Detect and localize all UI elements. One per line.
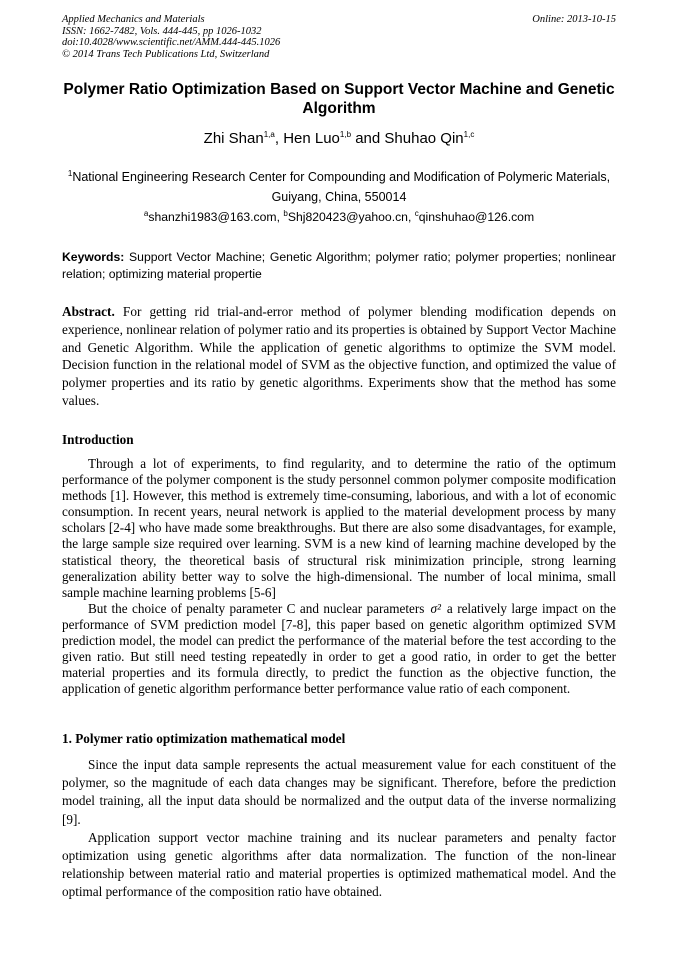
keywords-text: Support Vector Machine; Genetic Algorithm; polymer ratio; polymer properties; nonlinear relation; optimizing material propertie xyxy=(62,250,616,281)
paragraph-text: But the choice of penalty parameter C and nuclear parameters xyxy=(88,600,425,616)
paragraph: Application support vector machine training and its nuclear parameters and penalty factor optimization using genetic algorithms after data normalization. The function of the non-linear relationship between material ratio and material properties is optimized mathematical model. And the optimal performance of the composition ratio have obtained. xyxy=(62,829,616,900)
author-affil-mark: 1,c xyxy=(463,130,475,139)
email-link[interactable]: qinshuhao@126.com xyxy=(418,210,535,224)
issn-line: ISSN: 1662-7482, Vols. 444-445, pp 1026-1032 xyxy=(62,25,262,37)
paragraph: Since the input data sample represents the actual measurement value for each constituent of the polymer, so the magnitude of each data changes may be significant. Therefore, before the prediction model training, all the input data should be normalized and the output data of the inverse normalizing [9]. xyxy=(62,757,616,827)
journal-header xyxy=(62,14,616,60)
affiliation xyxy=(62,167,616,207)
email-mark: a xyxy=(143,208,149,218)
introduction-heading: Introduction xyxy=(62,432,134,447)
author-separator: , xyxy=(274,130,284,147)
abstract-text: For getting rid trial-and-error method of polymer blending modification depends on experience, nonlinear relation of polymer ratio and its properties is obtained by Support Vector Machine and Genetic Algorithm. While the application of genetic algorithms to optimize the SVM model. Decision function in the relational model of SVM as the objective function, and optimized the value of polymer properties and its ratio by genetic algorithms. Experiments show that the method has some values. xyxy=(62,304,616,408)
abstract-label: Abstract. xyxy=(62,304,115,319)
author-affil-mark: 1,a xyxy=(263,130,275,139)
author-name: Hen Luo xyxy=(283,130,340,147)
introduction-body xyxy=(62,456,616,697)
paper-title: Polymer Ratio Optimization Based on Support Vector Machine and Genetic Algorithm xyxy=(63,81,615,117)
email-mark: b xyxy=(283,208,288,218)
sigma-symbol: σ² xyxy=(430,600,441,616)
paragraph xyxy=(62,601,616,698)
keywords xyxy=(62,249,616,283)
paragraph-text: a relatively large impact on the performance of SVM prediction model [7-8], this paper based on genetic algorithm optimized SVM prediction model, the model can predict the performance of the material before the test according to the given ratio. But still need testing repeatedly in order to get a good ratio, in order to get the better material properties and its formula directly, to predict the function as the objective function, the application of genetic algorithm performance better performance value ratio of each component. xyxy=(62,600,616,697)
email-mark: c xyxy=(414,208,419,218)
author-separator: and xyxy=(351,130,385,147)
author-list xyxy=(62,130,616,147)
paragraph: Through a lot of experiments, to find regularity, and to determine the ratio of the optimum performance of the polymer component is the study personnel common polymer composite modification methods [1]. However, this method is extremely time-consuming, laborious, and with a lot of economic consumption. In recent years, neural network is applied to the material development process by many scholars [2-4] who have made some breakthroughs. But there are also some disadvantages, for example, the large sample size required over learning. SVM is a new kind of learning machine developed by the statistical theory, the theoretical basis of structural risk minimization principle, strong learning generalization ability better way to solve the high-dimensional. The number of local minima, small sample machine learning problems [5-6] xyxy=(62,456,616,600)
keywords-label: Keywords: xyxy=(62,250,125,264)
author-name: Shuhao Qin xyxy=(384,130,464,147)
copyright-line: © 2014 Trans Tech Publications Ltd, Switzerland xyxy=(62,48,270,60)
email-list: $^a$shanzhi1983@163.com, $^b$Shj820423@yahoo.cn, $^c$qinshuhao@126.com xyxy=(143,208,535,224)
email-link[interactable]: shanzhi1983@163.com xyxy=(148,210,277,224)
doi-line: doi:10.4028/www.scientific.net/AMM.444-445.1026 xyxy=(62,37,281,48)
author-affil-mark: 1,b xyxy=(339,130,352,139)
email-link[interactable]: Shj820423@yahoo.cn xyxy=(287,210,408,224)
journal-name: Applied Mechanics and Materials xyxy=(62,14,205,25)
author-name: Zhi Shan xyxy=(203,130,264,147)
abstract xyxy=(62,303,616,410)
affiliation-line: National Engineering Research Center for Compounding and Modification of Polymeric Materials, xyxy=(72,170,611,184)
affiliation-mark: 1 xyxy=(67,168,73,178)
section-1-heading: 1. Polymer ratio optimization mathematical model xyxy=(62,731,346,746)
section-1-body xyxy=(62,756,616,902)
affiliation-line: Guiyang, China, 550014 xyxy=(271,190,407,204)
online-date: Online: 2013-10-15 xyxy=(532,14,616,25)
